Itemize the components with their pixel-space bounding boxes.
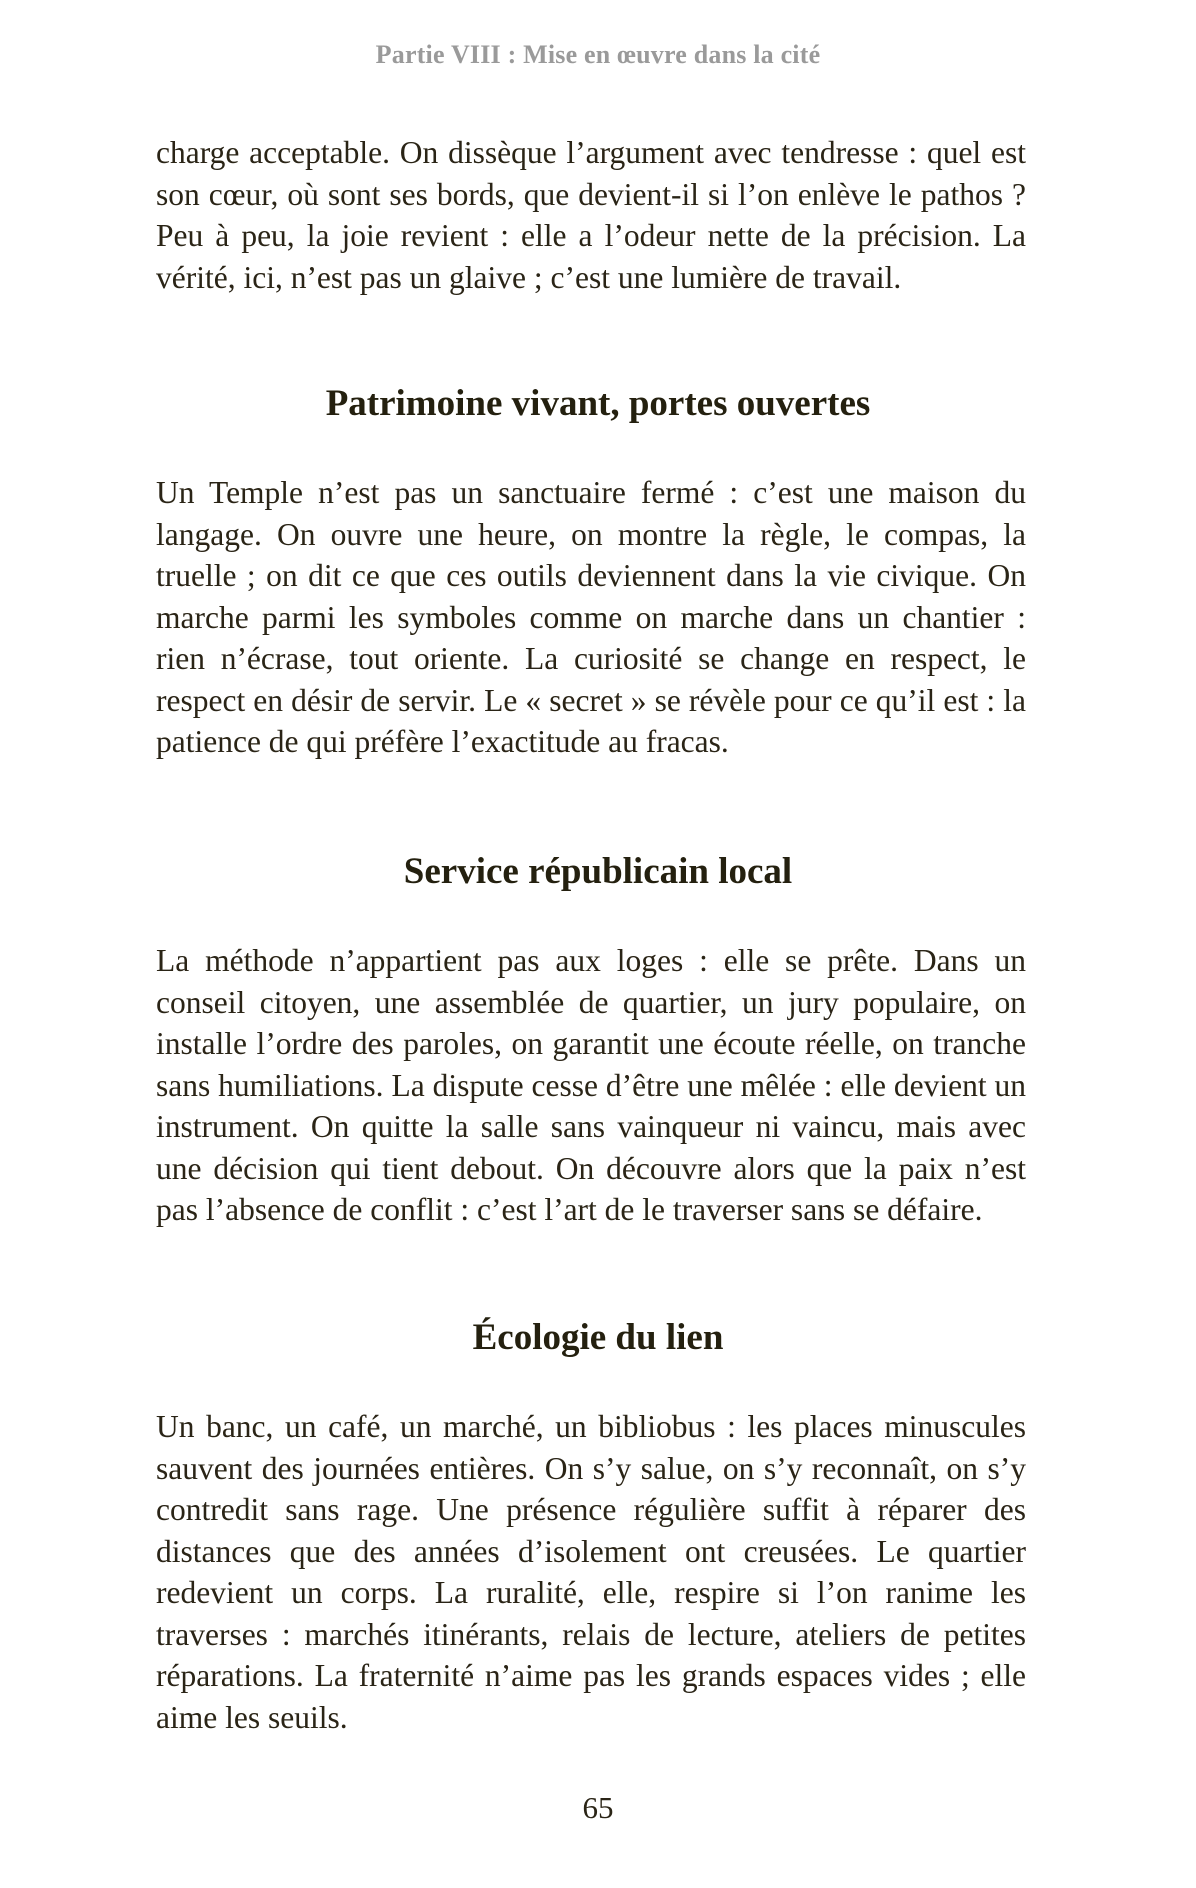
running-header: Partie VIII : Mise en œuvre dans la cité	[375, 40, 821, 69]
intro-paragraph: charge acceptable. On dissèque l’argument avec tendresse : quel est son cœur, où sont ses bords, que devient-il si l’on enlève le pathos ? Peu à peu, la joie revient : elle a l’odeur nette de la précision. La vérité, ici, n’est pas un glaive ; c’est une lumière de travail.	[156, 135, 1026, 295]
section-paragraph-patrimoine: Un Temple n’est pas un sanctuaire fermé : c’est une maison du langage. On ouvre une heure, on montre la règle, le compas, la truelle ; on dit ce que ces outils deviennent dans la vie civique. On marche parmi les symboles comme on marche dans un chantier : rien n’écrase, tout oriente. La curiosité se change en respect, le respect en désir de servir. Le « secret » se révèle pour ce qu’il est : la patience de qui préfère l’exactitude au fracas.	[156, 475, 1026, 759]
section-paragraph-service: La méthode n’appartient pas aux loges : elle se prête. Dans un conseil citoyen, une assemblée de quartier, un jury populaire, on installe l’ordre des paroles, on garantit une écoute réelle, on tranche sans humiliations. La dispute cesse d’être une mêlée : elle devient un instrument. On quitte la salle sans vainqueur ni vaincu, mais avec une décision qui tient debout. On découvre alors que la paix n’est pas l’absence de conflit : c’est l’art de le traverser sans se défaire.	[156, 943, 1026, 1227]
section-title-ecologie: Écologie du lien	[472, 1317, 724, 1358]
section-title-service: Service républicain local	[403, 851, 793, 892]
page-number: 65	[582, 1790, 614, 1825]
section-title-patrimoine: Patrimoine vivant, portes ouvertes	[325, 383, 871, 424]
section-paragraph-ecologie: Un banc, un café, un marché, un bibliobus : les places minuscules sauvent des journées entières. On s’y salue, on s’y reconnaît, on s’y contredit sans rage. Une présence régulière suffit à réparer des distances que des années d’isolement ont creusées. Le quartier redevient un corps. La ruralité, elle, respire si l’on ranime les traverses : marchés itinérants, relais de lecture, ateliers de petites réparations. La fraternité n’aime pas les grands espaces vides ; elle aime les seuils.	[156, 1409, 1026, 1735]
